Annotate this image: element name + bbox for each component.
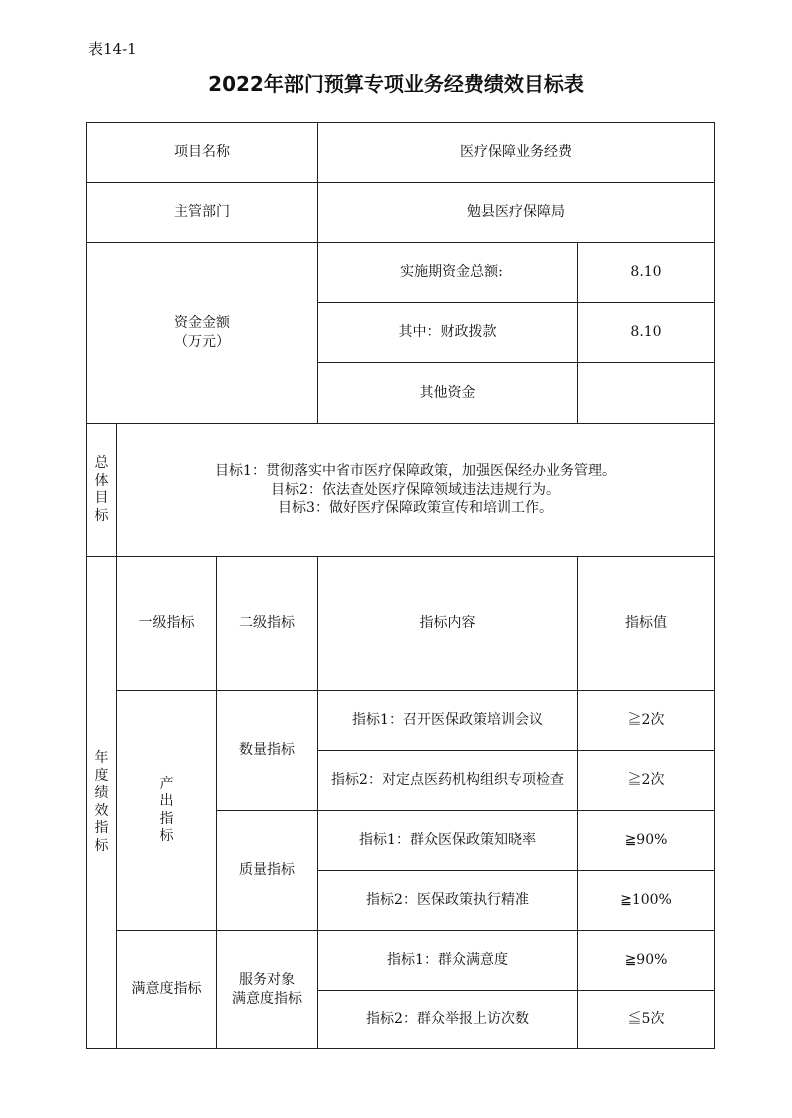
indicator-content: 指标2：医保政策执行精准: [318, 871, 578, 931]
performance-target-table: [86, 122, 715, 1049]
output-indicator-label: 产出指标: [117, 691, 217, 931]
table-row: [87, 691, 715, 751]
fiscal-funds-value: 8.10: [578, 303, 715, 363]
goal-item: 目标3：做好医疗保障政策宣传和培训工作。: [278, 500, 553, 517]
indicator-value: ≧90%: [578, 931, 715, 991]
header-value: 指标值: [578, 557, 715, 691]
row-project-name: [87, 123, 715, 183]
row-indicator-headers: [87, 557, 715, 691]
goal-item: 目标1：贯彻落实中省市医疗保障政策，加强医保经办业务管理。: [215, 462, 616, 479]
table-row: [87, 931, 715, 991]
indicator-content: 指标1：召开医保政策培训会议: [318, 691, 578, 751]
overall-goals-label: 总体目标: [87, 424, 117, 557]
row-department: [87, 183, 715, 243]
header-level1: 一级指标: [117, 557, 217, 691]
indicator-value: ≧100%: [578, 871, 715, 931]
total-funds-label: 实施期资金总额:: [318, 243, 578, 303]
goal-item: 目标2：依法查处医疗保障领域违法违规行为。: [271, 481, 560, 498]
indicator-content: 指标1：群众满意度: [318, 931, 578, 991]
funds-unit: （万元）: [174, 334, 230, 350]
quality-indicator-label: 质量指标: [217, 811, 318, 931]
row-total-funds: [87, 243, 715, 303]
document-title: 2022年部门预算专项业务经费绩效目标表: [208, 72, 584, 96]
header-level2: 二级指标: [217, 557, 318, 691]
indicator-content: 指标2：群众举报上访次数: [318, 991, 578, 1049]
indicator-value: ≧90%: [578, 811, 715, 871]
overall-goals-content: [117, 424, 715, 557]
project-name-label: 项目名称: [87, 123, 318, 183]
annual-indicators-label: 年度绩效指标: [87, 557, 117, 1049]
indicator-value: ≦5次: [578, 991, 715, 1049]
total-funds-value: 8.10: [578, 243, 715, 303]
funds-label-cell: [87, 243, 318, 424]
service-satisfaction-label: 服务对象 满意度指标: [217, 931, 318, 1049]
department-label: 主管部门: [87, 183, 318, 243]
quantity-indicator-label: 数量指标: [217, 691, 318, 811]
row-overall-goals: [87, 424, 715, 557]
other-funds-label: 其他资金: [318, 363, 578, 424]
satisfaction-indicator-label: 满意度指标: [117, 931, 217, 1049]
table-number: 表14-1: [88, 40, 137, 58]
fiscal-funds-label: 其中：财政拨款: [318, 303, 578, 363]
indicator-content: 指标2：对定点医药机构组织专项检查: [318, 751, 578, 811]
department-value: 勉县医疗保障局: [318, 183, 715, 243]
project-name-value: 医疗保障业务经费: [318, 123, 715, 183]
indicator-content: 指标1：群众医保政策知晓率: [318, 811, 578, 871]
funds-label: 资金金额: [174, 315, 230, 332]
indicator-value: ≧2次: [578, 691, 715, 751]
indicator-value: ≧2次: [578, 751, 715, 811]
other-funds-value: [578, 363, 715, 424]
header-content: 指标内容: [318, 557, 578, 691]
